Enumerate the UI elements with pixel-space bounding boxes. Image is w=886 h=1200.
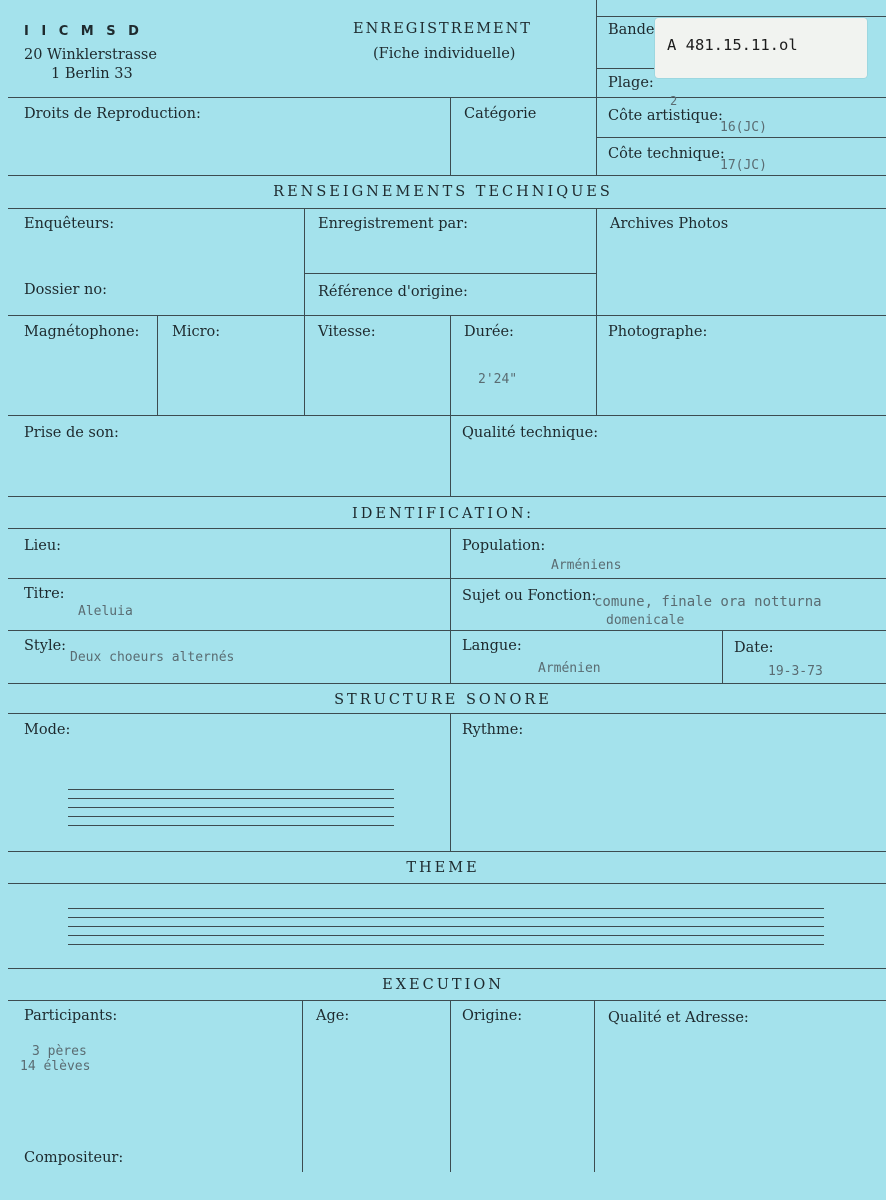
micro-label: Micro:: [172, 324, 221, 340]
date-value: 19-3-73: [768, 664, 823, 679]
population-label: Population:: [462, 538, 546, 554]
rule: [8, 496, 886, 497]
sujet-value-line-1: comune, finale ora notturna: [594, 594, 822, 610]
org-name: I I C M S D: [24, 24, 143, 39]
cote-technique-label: Côte technique:: [608, 146, 725, 162]
rule: [8, 578, 886, 579]
bande-label: Bande: [608, 22, 655, 38]
address-line-2: 1 Berlin 33: [51, 66, 133, 82]
rule: [157, 315, 158, 415]
rule: [8, 175, 886, 176]
style-label: Style:: [24, 638, 67, 654]
rule: [450, 713, 451, 851]
age-label: Age:: [316, 1008, 350, 1024]
langue-value: Arménien: [538, 661, 601, 676]
form-title: ENREGISTREMENT: [353, 21, 532, 37]
titre-value: Aleluia: [78, 604, 133, 619]
duree-value: 2'24": [478, 372, 518, 387]
participants-line-1: 3 pères: [32, 1044, 87, 1059]
rule: [8, 97, 886, 98]
rule: [8, 1000, 886, 1001]
rule: [596, 68, 654, 69]
rule: [596, 0, 597, 175]
staff-line: [68, 816, 394, 817]
rule: [450, 315, 451, 496]
rule: [8, 208, 886, 209]
rule: [450, 97, 451, 175]
staff-line: [68, 789, 394, 790]
rule: [302, 1000, 303, 1172]
archives-photos-label: Archives Photos: [610, 216, 729, 232]
dossier-label: Dossier no:: [24, 282, 107, 298]
rule: [8, 528, 886, 529]
rule: [450, 1000, 451, 1172]
duree-label: Durée:: [464, 324, 514, 340]
staff-line: [68, 825, 394, 826]
participants-label: Participants:: [24, 1008, 118, 1024]
mode-label: Mode:: [24, 722, 71, 738]
cote-artistique-annotation: 2: [670, 94, 678, 108]
bande-value: A 481.15.11.ol: [667, 36, 798, 54]
staff-line: [68, 908, 824, 909]
staff-line: [68, 917, 824, 918]
reference-label: Référence d'origine:: [318, 284, 468, 300]
cote-artistique-value: 16(JC): [720, 120, 767, 135]
sujet-label: Sujet ou Fonction:: [462, 588, 597, 604]
titre-label: Titre:: [24, 586, 65, 602]
address-line-1: 20 Winklerstrasse: [24, 47, 157, 63]
rule: [8, 315, 886, 316]
section-structure: STRUCTURE SONORE: [334, 692, 552, 708]
qualite-technique-label: Qualité technique:: [462, 425, 599, 441]
bande-sticker: [655, 18, 867, 78]
rule: [8, 883, 886, 884]
section-identification: IDENTIFICATION:: [352, 506, 534, 522]
staff-line: [68, 807, 394, 808]
magnetophone-label: Magnétophone:: [24, 324, 140, 340]
rule: [450, 528, 451, 683]
qualite-adresse-label: Qualité et Adresse:: [608, 1010, 749, 1026]
compositeur-label: Compositeur:: [24, 1150, 124, 1166]
rule: [8, 968, 886, 969]
population-value: Arméniens: [551, 558, 622, 573]
staff-line: [68, 798, 394, 799]
vitesse-label: Vitesse:: [318, 324, 376, 340]
staff-line: [68, 926, 824, 927]
staff-line: [68, 935, 824, 936]
cote-artistique-label: Côte artistique:: [608, 108, 723, 124]
plage-label: Plage:: [608, 75, 654, 91]
rule: [8, 630, 886, 631]
style-value: Deux choeurs alternés: [70, 650, 235, 665]
participants-line-2: 14 élèves: [20, 1059, 91, 1074]
rule: [596, 16, 886, 17]
section-technique: RENSEIGNEMENTS TECHNIQUES: [273, 184, 613, 200]
form-subtitle: (Fiche individuelle): [373, 46, 516, 62]
droits-label: Droits de Reproduction:: [24, 106, 201, 122]
origine-label: Origine:: [462, 1008, 523, 1024]
categorie-label: Catégorie: [464, 106, 537, 122]
enregistrement-par-label: Enregistrement par:: [318, 216, 468, 232]
staff-line: [68, 944, 824, 945]
sujet-value-line-2: domenicale: [606, 613, 685, 628]
enqueteurs-label: Enquêteurs:: [24, 216, 115, 232]
rule: [8, 683, 886, 684]
photographe-label: Photographe:: [608, 324, 708, 340]
prise-de-son-label: Prise de son:: [24, 425, 119, 441]
section-theme: THEME: [406, 860, 480, 876]
rule: [304, 208, 305, 415]
rule: [596, 208, 597, 415]
rule: [594, 1000, 595, 1172]
rule: [304, 273, 596, 274]
rule: [8, 415, 886, 416]
rythme-label: Rythme:: [462, 722, 524, 738]
rule: [722, 630, 723, 683]
date-label: Date:: [734, 640, 774, 656]
langue-label: Langue:: [462, 638, 522, 654]
section-execution: EXECUTION: [382, 977, 504, 993]
cote-technique-value: 17(JC): [720, 158, 767, 173]
lieu-label: Lieu:: [24, 538, 62, 554]
rule: [8, 713, 886, 714]
rule: [596, 137, 886, 138]
rule: [8, 851, 886, 852]
